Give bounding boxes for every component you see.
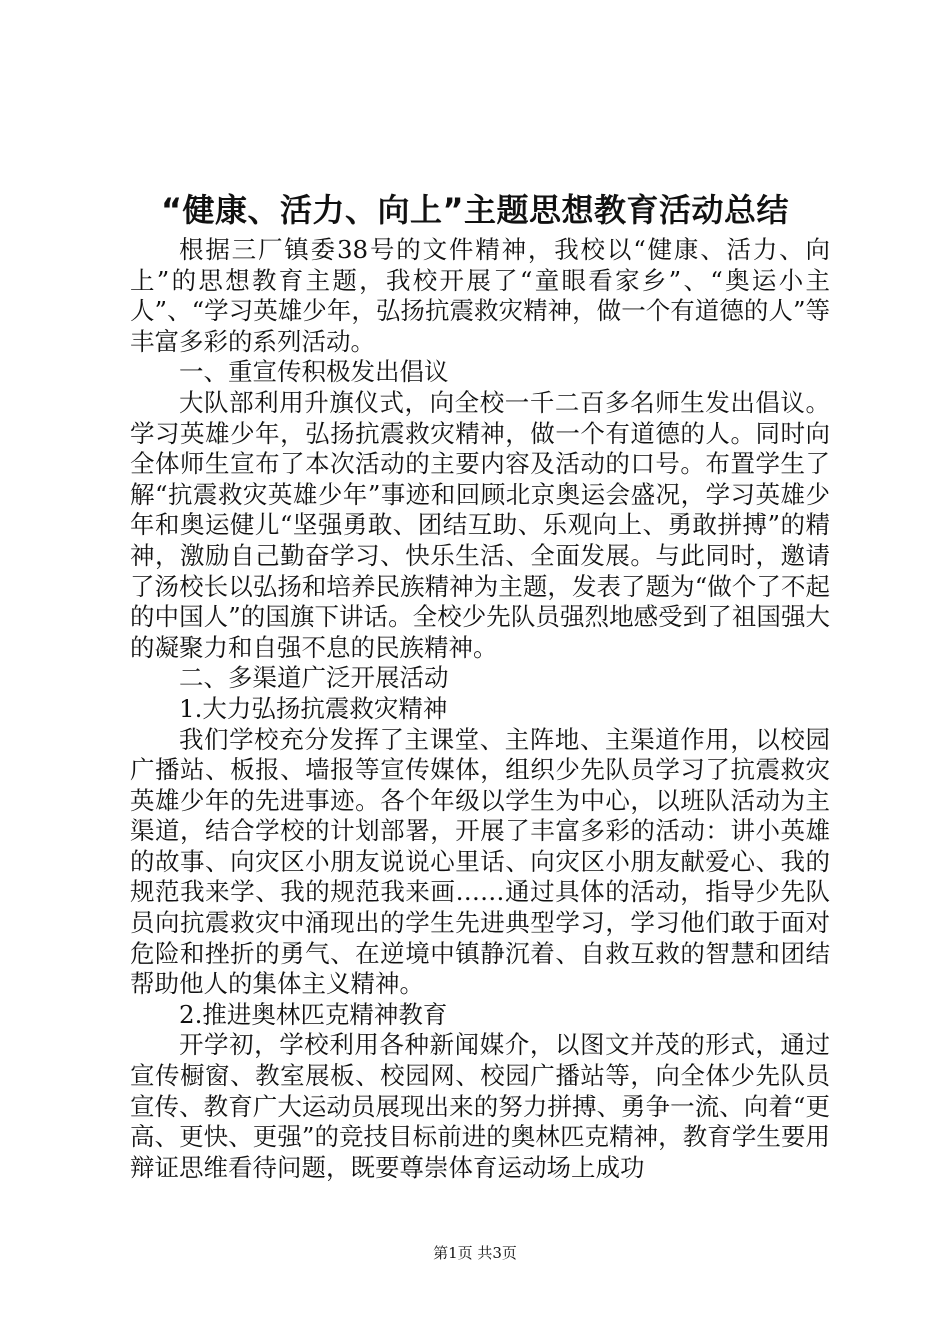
document-body bbox=[130, 235, 830, 1183]
document-title: “健康、活力、向上”主题思想教育活动总结 bbox=[160, 191, 790, 229]
section-heading-1: 一、重宣传积极发出倡议 bbox=[179, 357, 449, 387]
paragraph-subsection-2: 开学初，学校利用各种新闻媒介，以图文并茂的形式，通过宣传橱窗、教室展板、校园网、校园广播站等，向全体少先队员宣传、教育广大运动员展现出来的努力拼搏、勇争一流、向着“更高、更快、更强”的竞技目标前进的奥林匹克精神，教育学生要用辩证思维看待问题，既要尊崇体育运动场上成功 bbox=[130, 1030, 830, 1182]
paragraph-section-1: 大队部利用升旗仪式，向全校一千二百多名师生发出倡议。学习英雄少年，弘扬抗震救灾精神，做一个有道德的人。同时向全体师生宣布了本次活动的主要内容及活动的口号。布置学生了解“抗震救灾英雄少年”事迹和回顾北京奥运会盛况，学习英雄少年和奥运健儿“坚强勇敢、团结互助、乐观向上、勇敢拼搏”的精神，激励自己勤奋学习、快乐生活、全面发展。与此同时，邀请了汤校长以弘扬和培养民族精神为主题，发表了题为“做个了不起的中国人”的国旗下讲话。全校少先队员强烈地感受到了祖国强大的凝聚力和自强不息的民族精神。 bbox=[130, 387, 830, 662]
page-footer: 第1页 共3页 bbox=[433, 1244, 517, 1262]
subsection-heading-2: 2.推进奥林匹克精神教育 bbox=[179, 999, 448, 1029]
section-heading-2: 二、多渠道广泛开展活动 bbox=[179, 663, 449, 693]
paragraph-subsection-1: 我们学校充分发挥了主课堂、主阵地、主渠道作用，以校园广播站、板报、墙报等宣传媒体，组织少先队员学习了抗震救灾英雄少年的先进事迹。各个年级以学生为中心，以班队活动为主渠道，结合学校的计划部署，开展了丰富多彩的活动：讲小英雄的故事、向灾区小朋友说说心里话、向灾区小朋友献爱心、我的规范我来学、我的规范我来画……通过具体的活动，指导少先队员向抗震救灾中涌现出的学生先进典型学习，学习他们敢于面对危险和挫折的勇气、在逆境中镇静沉着、自救互救的智慧和团结帮助他人的集体主义精神。 bbox=[130, 724, 830, 999]
paragraph-intro: 根据三厂镇委38号的文件精神，我校以“健康、活力、向上”的思想教育主题，我校开展了“童眼看家乡”、“奥运小主人”、“学习英雄少年，弘扬抗震救灾精神，做一个有道德的人”等丰富多彩的系列活动。 bbox=[130, 235, 830, 356]
subsection-heading-1: 1.大力弘扬抗震救灾精神 bbox=[179, 693, 448, 723]
